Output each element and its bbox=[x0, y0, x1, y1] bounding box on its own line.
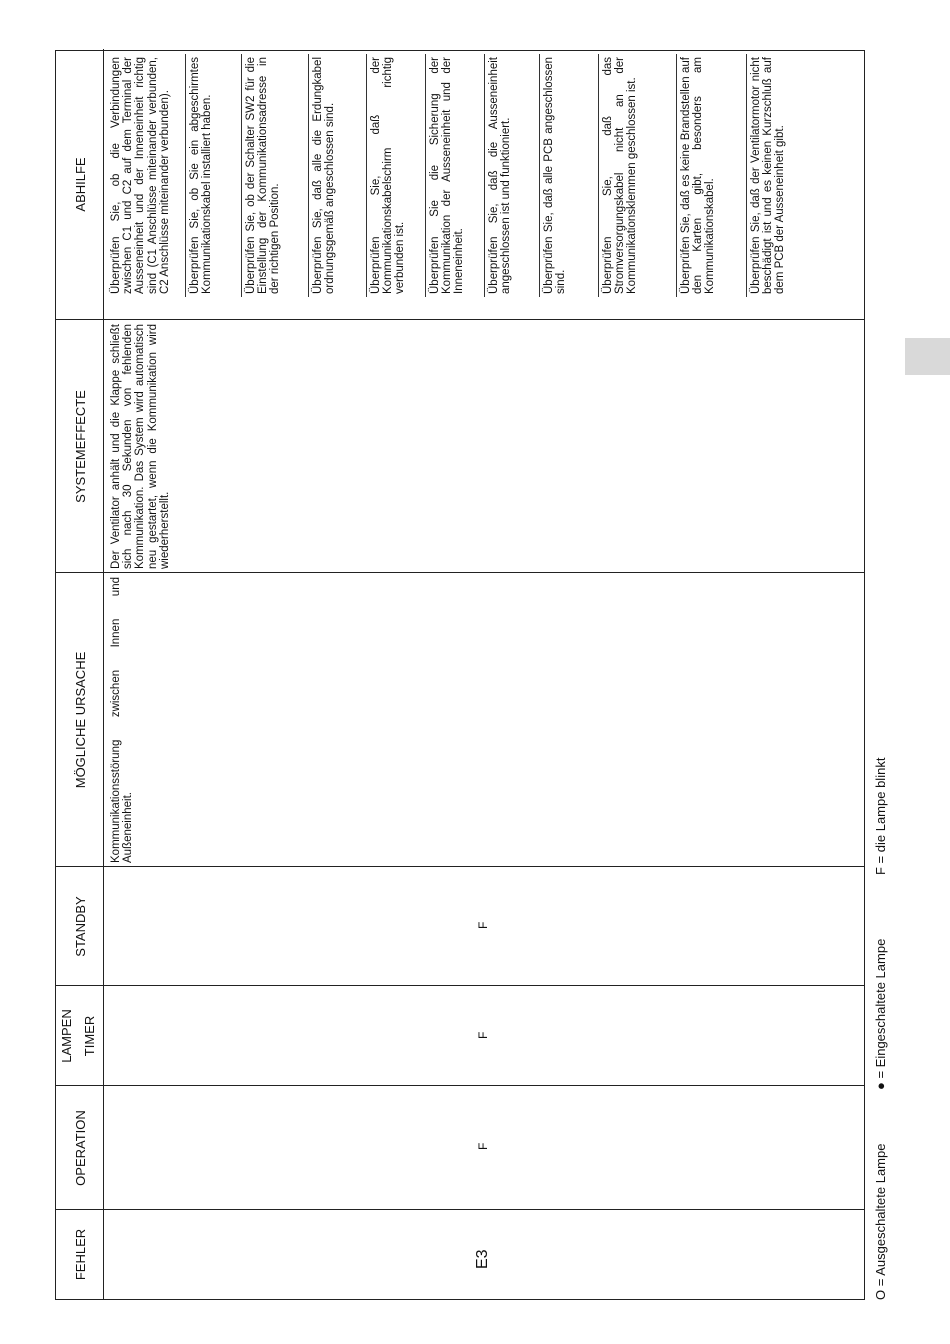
rotated-page bbox=[55, 50, 888, 1300]
col-divider bbox=[56, 572, 864, 573]
remedy-separator bbox=[746, 54, 747, 297]
remedy-separator bbox=[241, 54, 242, 297]
col-divider bbox=[56, 866, 864, 867]
remedy-item: Überprüfen Sie, ob Sie ein abgeschirmtes Kommunikationskabel installiert haben. bbox=[189, 57, 214, 294]
error-table bbox=[55, 50, 865, 1300]
remedy-separator bbox=[366, 54, 367, 297]
system-effects-text: Der Ventilator anhält und die Klappe schließt sich nach 30 Sekunden von fehlenden Kommunikation. Das System wird automatisch neu gestartet, wenn die Kommunikation wird wiederherstellt. bbox=[110, 324, 171, 569]
header-timer: TIMER bbox=[81, 1015, 97, 1057]
side-tab-marker bbox=[905, 338, 950, 375]
remedy-item: Überprüfen Sie, ob die Verbindungen zwischen C1 und C2 auf dem Terminal der Ausseneinheit und der Inneneinheit richtig sind (C1 Anschlüsse miteinander verbunden, C2 Anschlüsse miteinander verbunden). bbox=[110, 57, 171, 294]
legend-blink: F = die Lampe blinkt bbox=[873, 757, 888, 875]
header-systemeffecte: SYSTEMEFFECTE bbox=[72, 390, 88, 503]
legend-off: O = Ausgeschaltete Lampe bbox=[873, 1143, 888, 1300]
operation-flag: F bbox=[476, 1142, 490, 1150]
remedy-item: Überprüfen Sie, daß alle die Erdungkabel ordnungsgemäß angeschlossen sind. bbox=[312, 57, 337, 294]
remedy-separator bbox=[676, 54, 677, 297]
remedy-separator bbox=[185, 54, 186, 297]
remedy-separator bbox=[598, 54, 599, 297]
remedy-item: Überprüfen Sie, ob der Schalter SW2 für die Einstellung der Kommunikationsadresse in der richtigen Position. bbox=[245, 57, 282, 294]
standby-flag: F bbox=[476, 921, 490, 929]
remedy-item: Überprüfen Sie die Sicherung der Kommunikation der Ausseneinheit und der Inneneinheit. bbox=[429, 57, 466, 294]
remedy-separator bbox=[425, 54, 426, 297]
error-code: E3 bbox=[474, 1249, 491, 1269]
remedy-item: Überprüfen Sie, daß der Kommunikationskabelschirm richtig verbunden ist. bbox=[370, 57, 407, 294]
remedy-item: Überprüfen Sie, daß der Ventilatormotor nicht beschädigt ist und es keinen Kurzschluß auf dem PCB der Ausseneinheit gibt. bbox=[750, 57, 787, 294]
header-standby: STANDBY bbox=[72, 896, 88, 957]
col-divider bbox=[56, 1085, 864, 1086]
header-abhilfe: ABHILFE bbox=[72, 157, 88, 212]
col-divider bbox=[56, 319, 864, 320]
remedy-separator bbox=[539, 54, 540, 297]
timer-flag: F bbox=[476, 1031, 490, 1039]
legend-on: ● = Eingeschaltete Lampe bbox=[873, 938, 888, 1090]
remedy-separator bbox=[308, 54, 309, 297]
remedy-item: Überprüfen Sie, daß die Ausseneinheit angeschlossen ist und funktioniert. bbox=[488, 57, 513, 294]
header-fehler: FEHLER bbox=[72, 1228, 88, 1281]
possible-cause-text: Kommunikationsstörung zwischen Innen und Außeneinheit. bbox=[110, 577, 135, 863]
header-operation: OPERATION bbox=[72, 1110, 88, 1186]
remedy-separator bbox=[484, 54, 485, 297]
remedy-item: Überprüfen Sie, daß es keine Brandstellen auf den Karten gibt, besonders am Kommunikationskabel. bbox=[680, 57, 717, 294]
lampen-label: LAMPEN bbox=[59, 1009, 74, 1063]
remedy-item: Überprüfen Sie, daß das Stromversorgungskabel nicht an der Kommunikationsklemmen geschlossen ist. bbox=[602, 57, 639, 294]
header-ursache: MÖGLICHE URSACHE bbox=[72, 651, 88, 789]
remedy-item: Überprüfen Sie, daß alle PCB angeschlossen sind. bbox=[543, 57, 568, 294]
col-divider bbox=[56, 1209, 864, 1210]
col-divider bbox=[56, 985, 864, 986]
